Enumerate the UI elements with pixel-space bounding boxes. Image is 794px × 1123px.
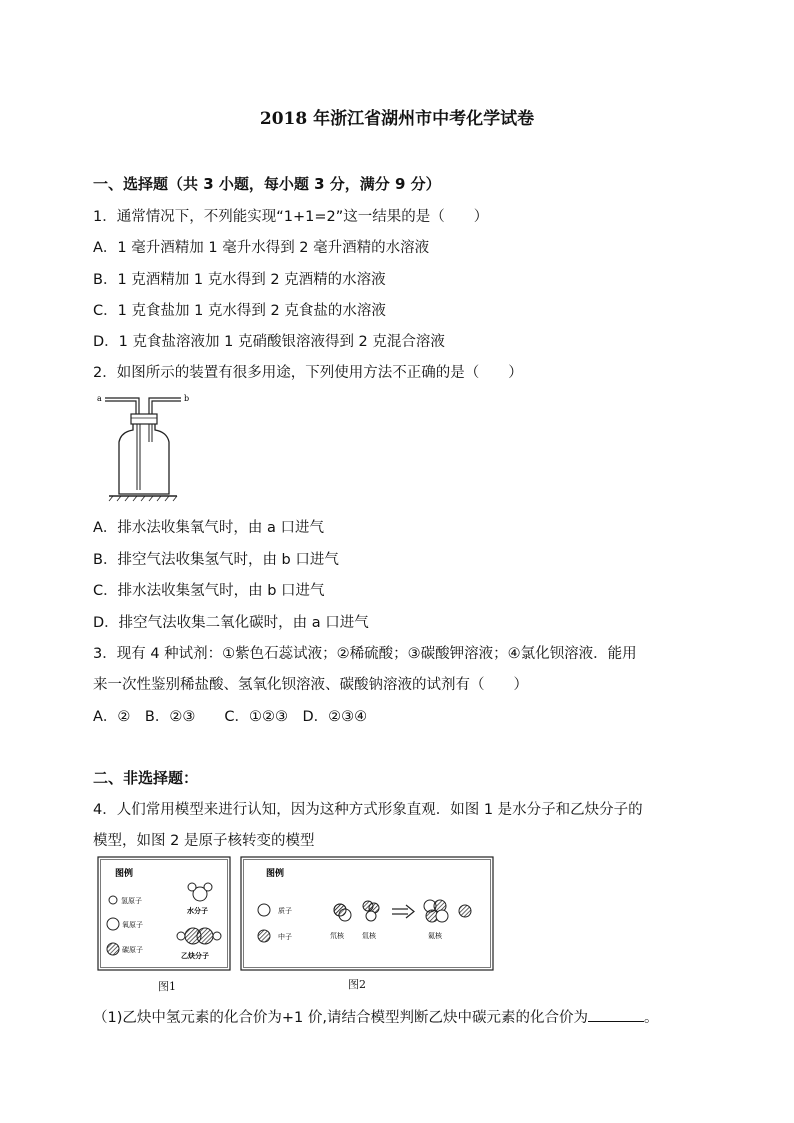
fig2-helium-label: 氦核 bbox=[428, 932, 442, 940]
reaction-arrow-icon bbox=[392, 905, 414, 918]
q2-stem: 2．如图所示的装置有很多用途，下列使用方法不正确的是（ ） bbox=[93, 365, 523, 381]
fig1-acetylene-label: 乙炔分子 bbox=[181, 951, 209, 960]
water-molecule-icon bbox=[188, 883, 212, 901]
q2-option-d: D．排空气法收集二氧化碳时，由 a 口进气 bbox=[93, 615, 369, 631]
q2-option-c: C．排水法收集氢气时，由 b 口进气 bbox=[93, 583, 325, 599]
fig2-legend-title: 图例 bbox=[266, 869, 285, 879]
q3-stem-line2: 来一次性鉴别稀盐酸、氢氧化钡溶液、碳酸钠溶液的试剂有（ ） bbox=[93, 677, 528, 693]
q1-stem: 1．通常情况下，不列能实现“1+1=2”这一结果的是（ ） bbox=[93, 209, 489, 225]
q4-sub1-end: 。 bbox=[643, 1010, 659, 1026]
fig2-tritium-label: 氚核 bbox=[362, 932, 376, 940]
port-a-label: a bbox=[97, 394, 102, 403]
figure-1-molecule-models bbox=[97, 856, 231, 972]
q1-option-c: C．1 克食盐加 1 克水得到 2 克食盐的水溶液 bbox=[93, 303, 386, 319]
acetylene-molecule-icon bbox=[177, 928, 221, 944]
answer-blank[interactable] bbox=[588, 1009, 644, 1022]
q3-options: A．② B．②③ C．①②③ D．②③④ bbox=[93, 709, 368, 725]
q4-sub1 bbox=[93, 1006, 658, 1027]
fig1-hydrogen-label: 氢原子 bbox=[121, 897, 142, 905]
deuterium-nucleus-icon bbox=[334, 904, 351, 921]
q4-stem-line1: 4．人们常用模型来进行认知，因为这种方式形象直观．如图 1 是水分子和乙炔分子的 bbox=[93, 802, 643, 818]
helium-nucleus-icon bbox=[424, 900, 448, 922]
proton-icon bbox=[258, 904, 270, 916]
figure-2-caption: 图2 bbox=[348, 978, 366, 991]
fig1-oxygen-label: 氧原子 bbox=[122, 921, 143, 929]
fig2-deuterium-label: 氘核 bbox=[330, 932, 344, 940]
q2-option-b: B．排空气法收集氢气时，由 b 口进气 bbox=[93, 552, 339, 568]
tritium-nucleus-icon bbox=[363, 901, 379, 921]
carbon-atom-icon bbox=[107, 943, 119, 955]
fig1-legend-title: 图例 bbox=[115, 869, 134, 879]
port-b-label: b bbox=[184, 394, 190, 403]
section2-heading: 二、非选择题： bbox=[93, 769, 199, 787]
q4-sub1-text: （1)乙炔中氢元素的化合价为+1 价,请结合模型判断乙炔中碳元素的化合价为 bbox=[93, 1010, 588, 1026]
q1-option-d: D．1 克食盐溶液加 1 克硝酸银溶液得到 2 克混合溶液 bbox=[93, 334, 445, 350]
figure-2-nuclear-fusion-model bbox=[240, 856, 494, 972]
figure-1-caption: 图1 bbox=[158, 980, 176, 993]
fig2-proton-label: 质子 bbox=[278, 907, 292, 915]
gas-bottle-figure bbox=[95, 390, 205, 508]
hydrogen-atom-icon bbox=[109, 896, 117, 904]
fig1-carbon-label: 碳原子 bbox=[122, 946, 143, 954]
q1-option-b: B．1 克酒精加 1 克水得到 2 克酒精的水溶液 bbox=[93, 272, 386, 288]
fig2-neutron-label: 中子 bbox=[278, 933, 292, 941]
q2-option-a: A．排水法收集氧气时，由 a 口进气 bbox=[93, 520, 325, 536]
page-title: 2018 年浙江省湖州市中考化学试卷 bbox=[259, 109, 535, 129]
oxygen-atom-icon bbox=[107, 918, 119, 930]
q4-stem-line2: 模型，如图 2 是原子核转变的模型 bbox=[93, 833, 315, 849]
q3-stem-line1: 3．现有 4 种试剂：①紫色石蕊试液；②稀硫酸；③碳酸钾溶液；④氯化钡溶液．能用 bbox=[93, 646, 637, 662]
section1-heading: 一、选择题（共 3 小题，每小题 3 分，满分 9 分） bbox=[93, 175, 441, 193]
free-neutron-icon bbox=[459, 905, 471, 917]
neutron-icon bbox=[258, 930, 270, 942]
q1-option-a: A．1 毫升酒精加 1 毫升水得到 2 毫升酒精的水溶液 bbox=[93, 240, 430, 256]
fig1-water-label: 水分子 bbox=[187, 906, 208, 915]
